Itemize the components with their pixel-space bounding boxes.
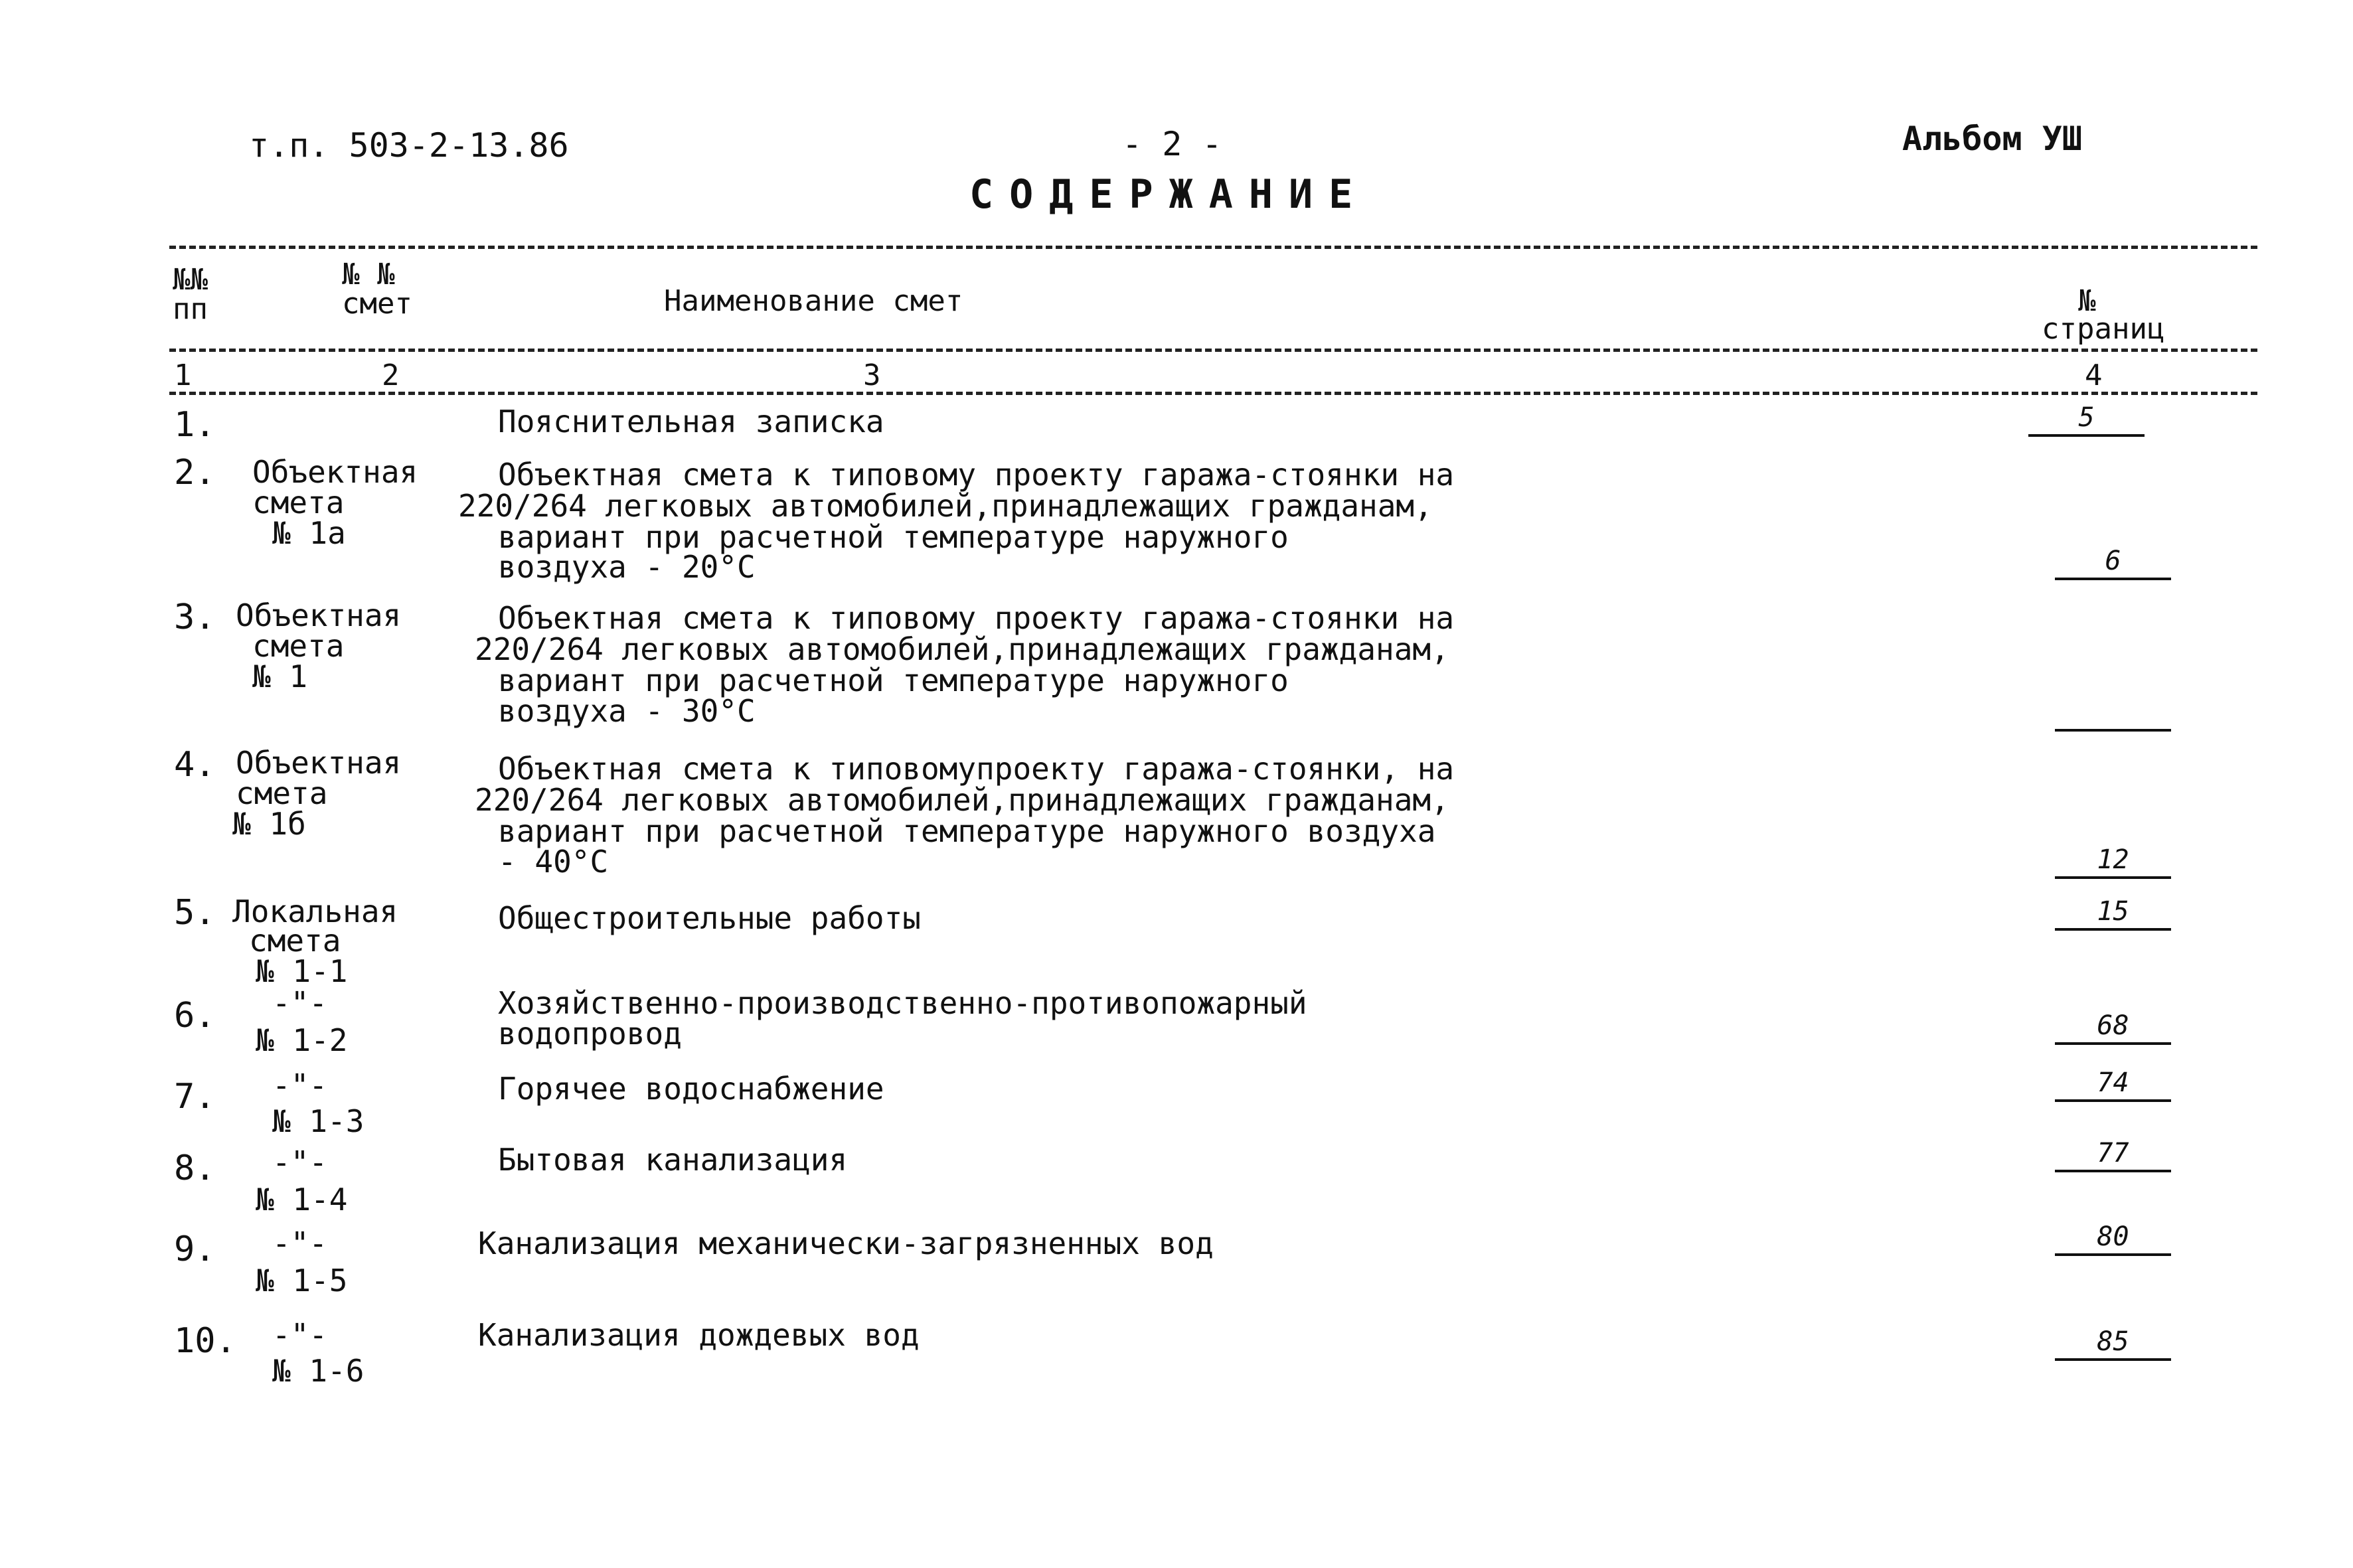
header-rule xyxy=(169,349,2257,352)
column-number-1: 1 xyxy=(174,358,192,392)
row-7-name: Горячее водоснабжение xyxy=(498,1071,884,1107)
row-4-code-line1: Объектная xyxy=(236,745,402,781)
table-top-rule xyxy=(169,246,2257,249)
row-5-code-line3: № 1-1 xyxy=(256,953,348,989)
row-4-page: 12 xyxy=(2055,844,2171,879)
row-8-code: № 1-4 xyxy=(256,1182,348,1217)
row-1-number: 1. xyxy=(174,405,216,445)
row-2-page: 6 xyxy=(2055,546,2171,580)
row-7-code: № 1-3 xyxy=(272,1103,365,1139)
row-2-code-line1: Объектная xyxy=(252,454,418,490)
row-3-page xyxy=(2055,697,2171,732)
row-9-number: 9. xyxy=(174,1229,216,1269)
row-10-number: 10. xyxy=(174,1321,236,1361)
row-9-page: 80 xyxy=(2055,1221,2171,1256)
column-number-4: 4 xyxy=(2085,358,2103,392)
row-7-page: 74 xyxy=(2055,1067,2171,1102)
row-3-name-line3: вариант при расчетной температуре наружного xyxy=(498,663,1289,698)
row-2-name-line1: Объектная смета к типовому проекту гаража-стоянки на xyxy=(498,457,1455,493)
row-10-name: Канализация дождевых вод xyxy=(478,1317,920,1353)
row-3-code-line2: смета xyxy=(252,628,345,664)
header-col-name: Наименование смет xyxy=(664,284,963,318)
row-5-code-line2: смета xyxy=(249,923,341,959)
row-9-name: Канализация механически-загрязненных вод xyxy=(478,1225,1214,1261)
row-3-code-line3: № 1 xyxy=(252,659,308,694)
row-10-ditto: -"- xyxy=(272,1317,328,1353)
header-col-pages-line2: страниц xyxy=(2042,312,2165,346)
header-col-code-line2: смет xyxy=(342,287,412,321)
row-6-ditto: -"- xyxy=(272,985,328,1021)
column-number-3: 3 xyxy=(863,358,881,392)
row-1-name: Пояснительная записка xyxy=(498,404,884,439)
row-9-ditto: -"- xyxy=(272,1225,328,1261)
row-6-code: № 1-2 xyxy=(256,1022,348,1058)
row-5-number: 5. xyxy=(174,893,216,933)
row-8-number: 8. xyxy=(174,1148,216,1188)
row-4-code-line2: смета xyxy=(236,775,328,811)
row-4-number: 4. xyxy=(174,745,216,785)
album-label: Альбом УШ xyxy=(1902,119,2082,158)
row-4-name-line4: - 40°С xyxy=(498,844,609,880)
row-4-name-line2: 220/264 легковых автомобилей,принадлежащих гражданам, xyxy=(475,782,1449,818)
project-code: т.п. 503-2-13.86 xyxy=(249,126,569,165)
row-3-name-line4: воздуха - 30°С xyxy=(498,693,756,729)
header-col-code-line1: № № xyxy=(342,258,395,291)
row-6-name-line1: Хозяйственно-производственно-противопожарный xyxy=(498,985,1307,1021)
row-4-name-line1: Объектная смета к типовомупроекту гаража-стоянки, на xyxy=(498,751,1455,787)
row-8-page: 77 xyxy=(2055,1138,2171,1172)
column-number-2: 2 xyxy=(382,358,400,392)
row-7-number: 7. xyxy=(174,1077,216,1117)
page-title: СОДЕРЖАНИЕ xyxy=(969,171,1369,218)
row-4-name-line3: вариант при расчетной температуре наружного воздуха xyxy=(498,813,1436,849)
row-10-page: 85 xyxy=(2055,1326,2171,1361)
row-3-number: 3. xyxy=(174,597,216,637)
header-col-number: №№ пп xyxy=(173,263,208,326)
row-8-name: Бытовая канализация xyxy=(498,1142,848,1178)
row-5-name: Общестроительные работы xyxy=(498,900,921,936)
row-5-page: 15 xyxy=(2055,896,2171,931)
row-1-page: 5 xyxy=(2028,402,2145,437)
row-2-name-line3: вариант при расчетной температуре наружного xyxy=(498,519,1289,555)
row-6-page: 68 xyxy=(2055,1010,2171,1045)
row-2-name-line4: воздуха - 20°С xyxy=(498,549,756,585)
row-3-name-line1: Объектная смета к типовому проекту гаража-стоянки на xyxy=(498,600,1455,636)
row-2-code-line3: № 1а xyxy=(272,515,346,551)
row-6-number: 6. xyxy=(174,996,216,1036)
row-4-code-line3: № 1б xyxy=(232,806,306,842)
row-8-ditto: -"- xyxy=(272,1144,328,1180)
page-marker: - 2 - xyxy=(1122,125,1222,163)
row-6-name-line2: водопровод xyxy=(498,1016,682,1052)
row-3-code-line1: Объектная xyxy=(236,597,402,633)
row-2-name-line2: 220/264 легковых автомобилей,принадлежащих гражданам, xyxy=(458,488,1433,524)
column-number-rule xyxy=(169,392,2257,395)
row-2-number: 2. xyxy=(174,453,216,493)
row-7-ditto: -"- xyxy=(272,1067,328,1103)
row-2-code-line2: смета xyxy=(252,485,345,520)
row-9-code: № 1-5 xyxy=(256,1263,348,1298)
header-col-pages-line1: № xyxy=(2078,284,2096,318)
row-5-code-line1: Локальная xyxy=(232,894,398,929)
row-3-name-line2: 220/264 легковых автомобилей,принадлежащих гражданам, xyxy=(475,631,1449,667)
row-10-code: № 1-6 xyxy=(272,1353,365,1389)
